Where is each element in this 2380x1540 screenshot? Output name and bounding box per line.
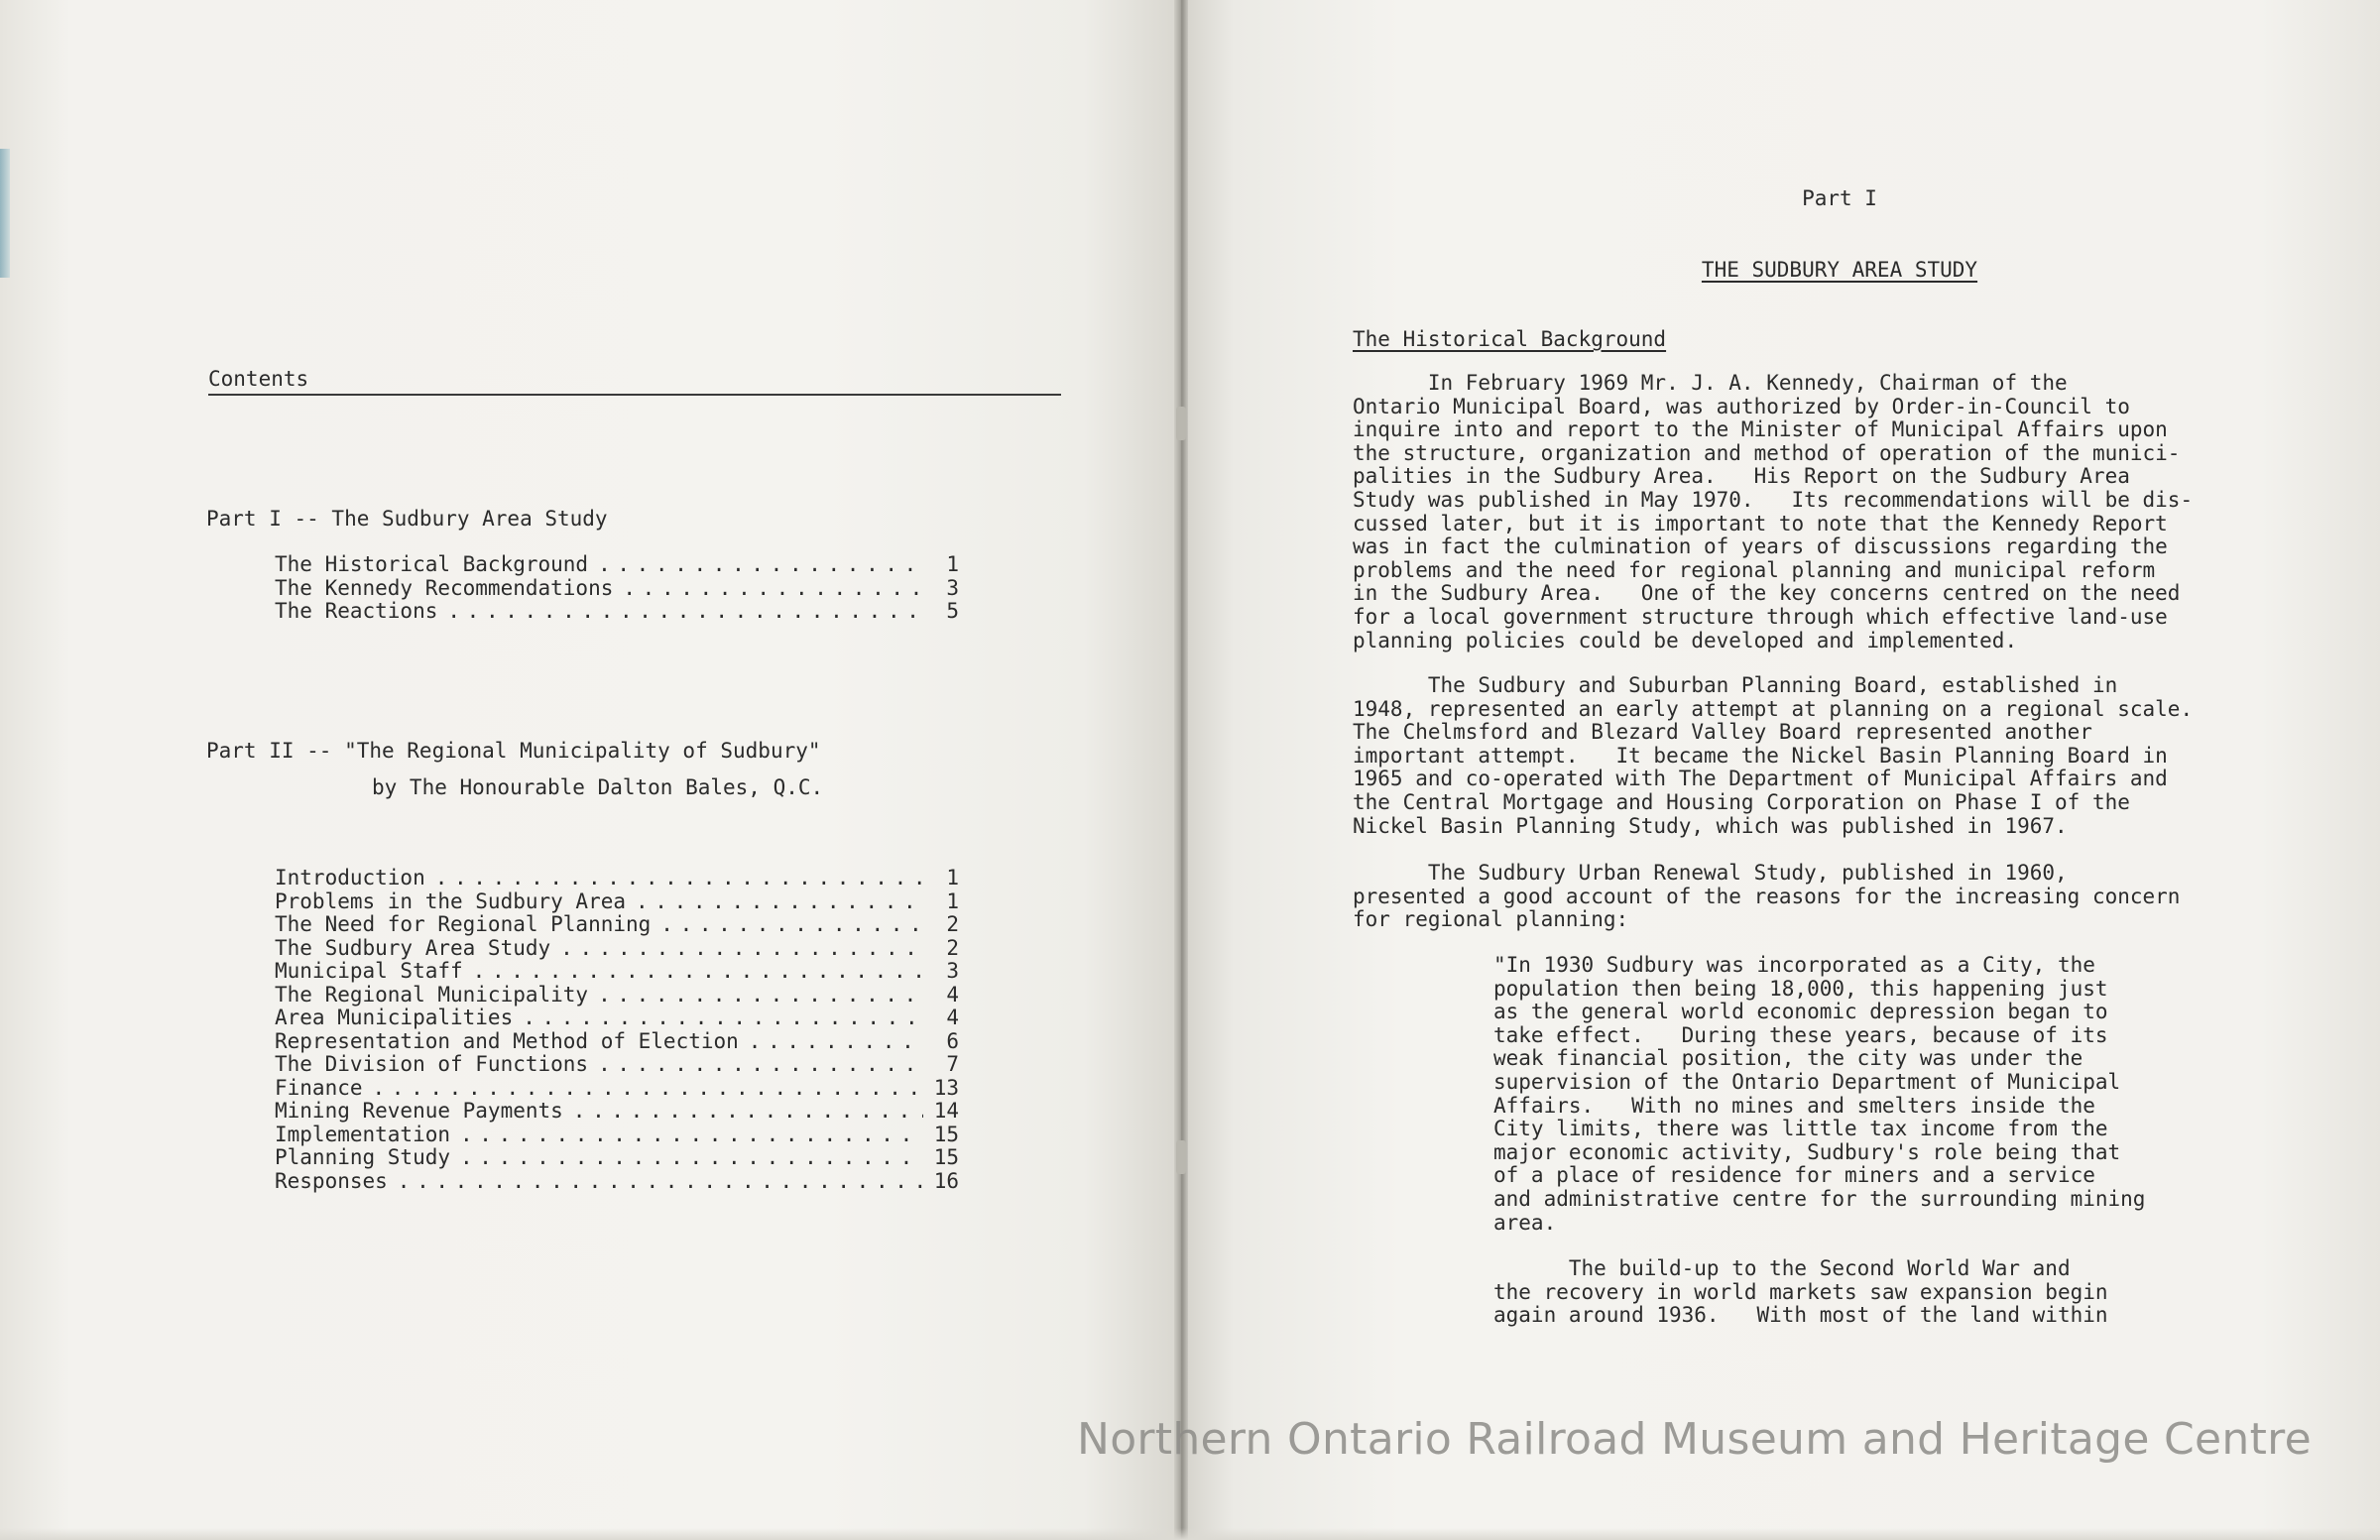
- toc-entry: [275, 600, 959, 624]
- toc-entry-page: 1: [946, 552, 959, 576]
- toc-entry-title: Implementation: [275, 1122, 451, 1146]
- toc-entry-title: Planning Study: [275, 1145, 451, 1169]
- paragraph-2: [1353, 674, 2295, 838]
- toc-entry: [275, 960, 959, 984]
- document-title: THE SUDBURY AREA STUDY: [1701, 258, 1978, 282]
- text-line: was in fact the culmination of years of discussions regarding the: [1353, 534, 2168, 559]
- text-line: The Chelmsford and Blezard Valley Board represented another: [1353, 720, 2092, 745]
- toc-entry: [275, 867, 959, 890]
- quote-block-1: [1493, 954, 2247, 1235]
- toc-entry-page: 3: [946, 575, 959, 600]
- part2-byline: by The Honourable Dalton Bales, Q.C.: [372, 775, 824, 799]
- toc-entry-title: The Need for Regional Planning: [275, 912, 652, 936]
- paragraph-3: [1353, 862, 2295, 932]
- toc-entry: [275, 1053, 959, 1077]
- toc-entry-page: 2: [946, 912, 959, 936]
- toc-entry-page: 15: [933, 1145, 959, 1169]
- text-line: presented a good account of the reasons for the increasing concern: [1353, 884, 2181, 908]
- museum-watermark: Northern Ontario Railroad Museum and Heritage Centre: [1077, 1414, 2312, 1465]
- toc-entry-title: Introduction: [275, 866, 425, 889]
- toc-leader-dots: [623, 577, 923, 601]
- toc-entry-page: 4: [946, 982, 959, 1007]
- toc-entry-title: Representation and Method of Election: [275, 1028, 739, 1053]
- part-label: Part I: [1802, 186, 1877, 210]
- toc-entry-page: 2: [946, 935, 959, 960]
- text-line: City limits, there was little tax income from the: [1493, 1117, 2108, 1141]
- text-line: The build-up to the Second World War and: [1493, 1256, 2071, 1280]
- text-line: Affairs. With no mines and smelters inside the: [1493, 1093, 2095, 1118]
- toc-entry-title: The Kennedy Recommendations: [275, 575, 614, 600]
- toc-leader-dots: [573, 1100, 923, 1124]
- text-line: palities in the Sudbury Area. His Report on the Sudbury Area: [1353, 464, 2130, 489]
- text-line: In February 1969 Mr. J. A. Kennedy, Chairman of the: [1353, 371, 2068, 395]
- text-line: major economic activity, Sudbury's role being that: [1493, 1139, 2121, 1164]
- part2-heading: Part II -- "The Regional Municipality of Sudbury": [206, 739, 821, 763]
- text-line: the Central Mortgage and Housing Corporation on Phase I of the: [1353, 789, 2130, 814]
- text-line: planning policies could be developed and implemented.: [1353, 628, 2018, 652]
- toc-entry-title: The Division of Functions: [275, 1052, 589, 1076]
- toc-entry-title: Problems in the Sudbury Area: [275, 888, 627, 913]
- text-line: take effect. During these years, because of its: [1493, 1022, 2108, 1047]
- toc-entry-page: 14: [933, 1099, 959, 1123]
- toc-entry: [275, 1170, 959, 1194]
- text-line: The Sudbury and Suburban Planning Board, established in: [1353, 673, 2118, 697]
- toc-entry-page: 1: [946, 866, 959, 889]
- text-line: Study was published in May 1970. Its recommendations will be dis-: [1353, 487, 2194, 512]
- toc-entry: [275, 1146, 959, 1170]
- text-line: area.: [1493, 1210, 1557, 1235]
- page-bottom-shadow: [0, 1528, 2380, 1540]
- toc-entry: [275, 890, 959, 914]
- toc-entry: [275, 577, 959, 601]
- toc-entry: [275, 1077, 959, 1101]
- part1-toc: [275, 553, 959, 624]
- toc-entry-page: 6: [946, 1028, 959, 1053]
- toc-entry: [275, 553, 959, 577]
- text-line: 1965 and co-operated with The Department of Municipal Affairs and: [1353, 767, 2168, 791]
- toc-entry: [275, 1030, 959, 1054]
- toc-entry-title: Finance: [275, 1075, 363, 1100]
- contents-rule: [208, 394, 1061, 396]
- text-line: for a local government structure through which effective land-use: [1353, 604, 2168, 629]
- toc-entry-title: Mining Revenue Payments: [275, 1099, 563, 1123]
- toc-leader-dots: [447, 600, 923, 624]
- text-line: in the Sudbury Area. One of the key concerns centred on the need: [1353, 581, 2181, 606]
- toc-entry-page: 16: [933, 1168, 959, 1193]
- toc-entry-page: 13: [933, 1075, 959, 1100]
- toc-entry-title: The Reactions: [275, 599, 438, 623]
- toc-entry-title: Responses: [275, 1168, 388, 1193]
- section-heading: The Historical Background: [1353, 327, 1667, 351]
- toc-entry: [275, 937, 959, 961]
- text-line: problems and the need for regional planning and municipal reform: [1353, 557, 2156, 582]
- text-line: the structure, organization and method of operation of the munici-: [1353, 440, 2181, 465]
- toc-entry-page: 4: [946, 1006, 959, 1029]
- toc-entry-page: 7: [946, 1052, 959, 1076]
- text-line: population then being 18,000, this happening just: [1493, 976, 2108, 1001]
- toc-leader-dots: [460, 1124, 923, 1147]
- text-line: 1948, represented an early attempt at planning on a regional scale.: [1353, 696, 2194, 721]
- toc-entry: [275, 1100, 959, 1124]
- text-line: for regional planning:: [1353, 907, 1629, 932]
- toc-entry: [275, 913, 959, 937]
- toc-leader-dots: [460, 1146, 923, 1170]
- toc-leader-dots: [473, 960, 923, 984]
- text-line: cussed later, but it is important to note that the Kennedy Report: [1353, 511, 2168, 535]
- toc-leader-dots: [598, 553, 923, 577]
- toc-leader-dots: [598, 1053, 923, 1077]
- toc-entry: [275, 984, 959, 1007]
- toc-entry-page: 5: [946, 599, 959, 623]
- page-edge-tab: [0, 149, 10, 278]
- part2-toc: [275, 867, 959, 1193]
- toc-entry-title: Area Municipalities: [275, 1006, 514, 1029]
- toc-entry-page: 1: [946, 888, 959, 913]
- toc-entry-title: The Sudbury Area Study: [275, 935, 551, 960]
- toc-entry-page: 3: [946, 959, 959, 983]
- book-gutter: [1174, 0, 1188, 1540]
- toc-leader-dots: [598, 984, 923, 1007]
- text-line: weak financial position, the city was under the: [1493, 1046, 2083, 1071]
- toc-leader-dots: [749, 1030, 923, 1054]
- text-line: inquire into and report to the Minister of Municipal Affairs upon: [1353, 417, 2168, 442]
- text-line: as the general world economic depression began to: [1493, 1000, 2108, 1024]
- toc-leader-dots: [435, 867, 923, 890]
- toc-entry-title: The Historical Background: [275, 552, 589, 576]
- toc-leader-dots: [636, 890, 923, 914]
- text-line: of a place of residence for miners and a service: [1493, 1163, 2095, 1188]
- text-line: the recovery in world markets saw expansion begin: [1493, 1279, 2108, 1304]
- toc-leader-dots: [523, 1007, 923, 1030]
- toc-leader-dots: [560, 937, 923, 961]
- left-page: [0, 0, 1178, 1540]
- text-line: "In 1930 Sudbury was incorporated as a City, the: [1493, 953, 2095, 977]
- part1-heading: Part I -- The Sudbury Area Study: [206, 507, 608, 531]
- toc-entry-page: 15: [933, 1122, 959, 1146]
- text-line: supervision of the Ontario Department of Municipal: [1493, 1069, 2121, 1094]
- toc-leader-dots: [660, 913, 923, 937]
- staple-top: [1176, 407, 1186, 440]
- toc-entry: [275, 1007, 959, 1030]
- text-line: again around 1936. With most of the land within: [1493, 1303, 2108, 1328]
- toc-leader-dots: [373, 1077, 923, 1101]
- paragraph-1: [1353, 372, 2295, 652]
- toc-entry-title: The Regional Municipality: [275, 982, 589, 1007]
- toc-leader-dots: [398, 1170, 923, 1194]
- contents-heading: Contents: [208, 367, 309, 391]
- quote-block-2: [1493, 1257, 2247, 1328]
- text-line: Ontario Municipal Board, was authorized by Order-in-Council to: [1353, 394, 2130, 418]
- toc-entry-title: Municipal Staff: [275, 959, 463, 983]
- text-line: The Sudbury Urban Renewal Study, published in 1960,: [1353, 861, 2068, 885]
- toc-entry: [275, 1124, 959, 1147]
- staple-bottom: [1176, 1140, 1186, 1174]
- text-line: important attempt. It became the Nickel Basin Planning Board in: [1353, 743, 2168, 768]
- text-line: and administrative centre for the surrounding mining: [1493, 1186, 2146, 1211]
- text-line: Nickel Basin Planning Study, which was published in 1967.: [1353, 813, 2068, 838]
